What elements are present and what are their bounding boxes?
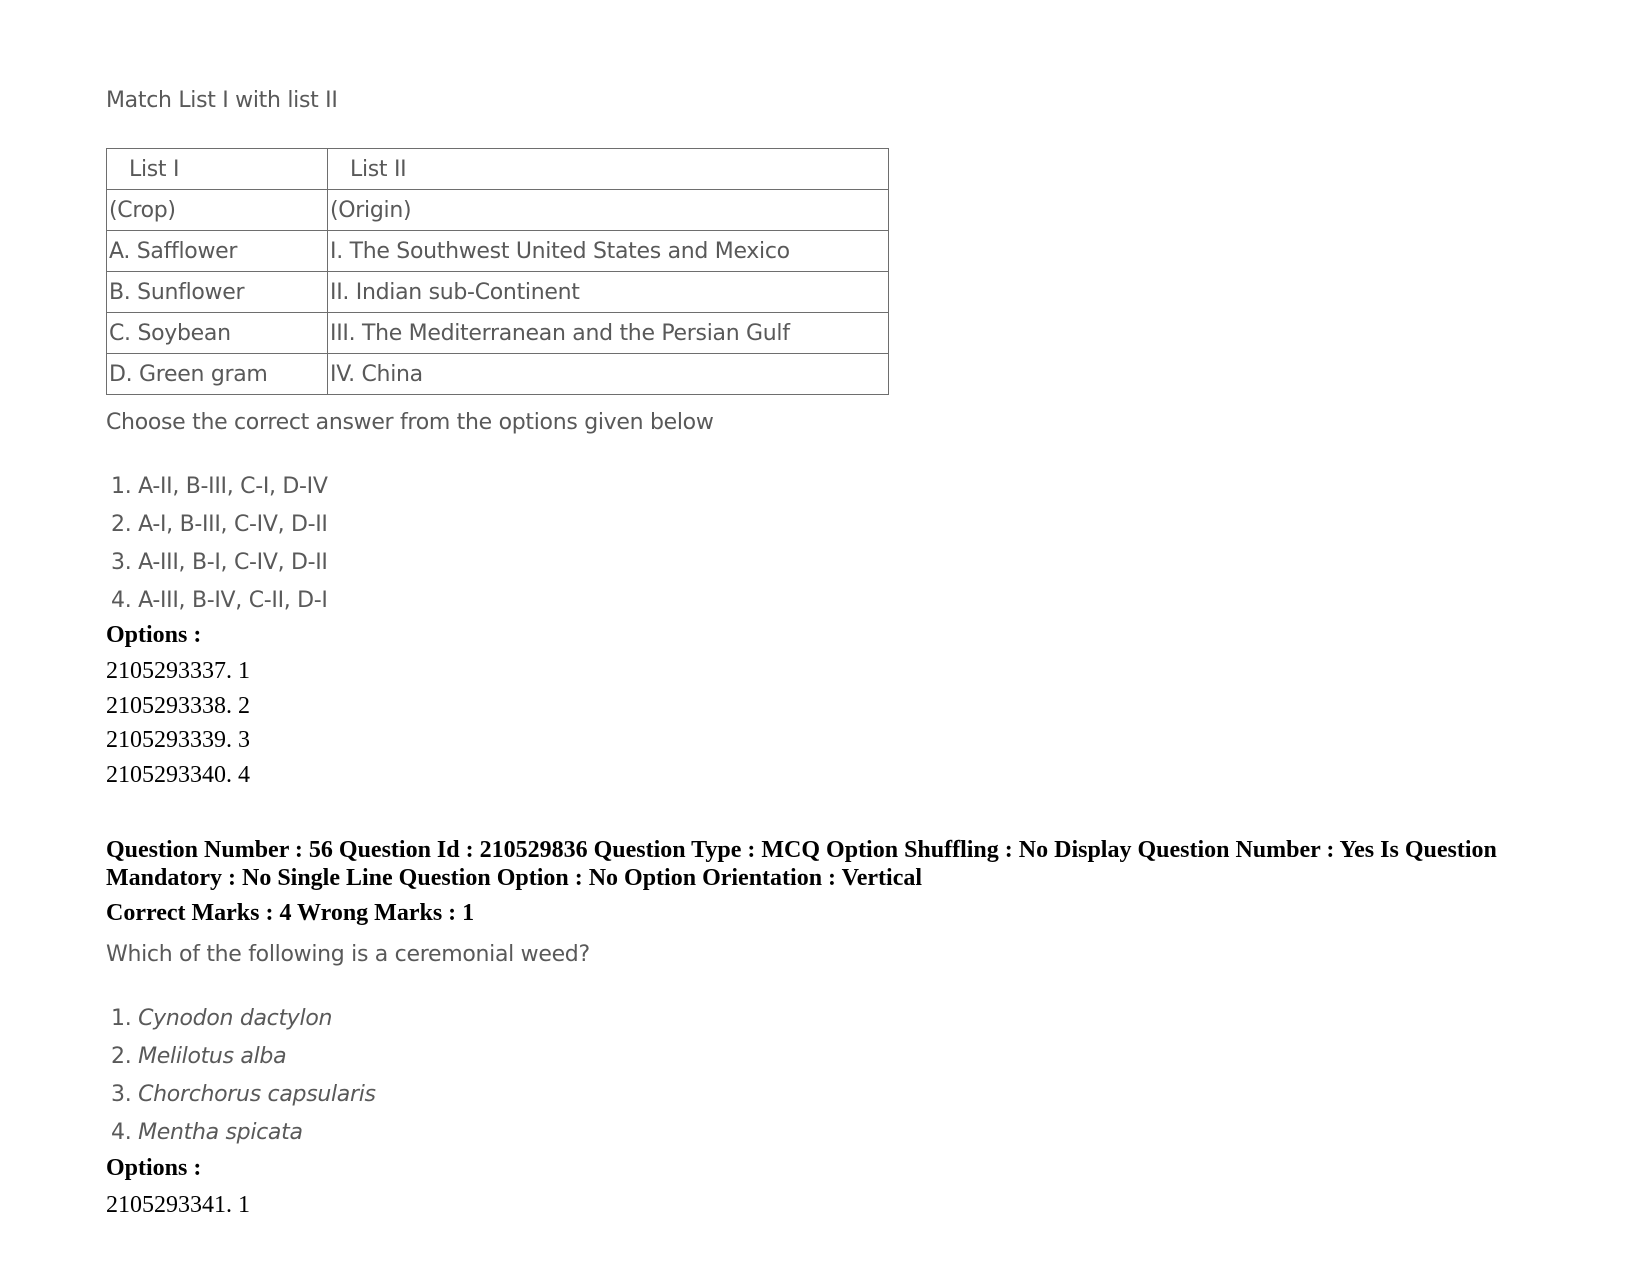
table-cell: A. Safflower: [107, 231, 328, 272]
table-cell: D. Green gram: [107, 354, 328, 395]
table-cell: C. Soybean: [107, 313, 328, 354]
answer-choice: 4. A-III, B-IV, C-II, D-I: [111, 588, 328, 613]
choice-number: 2.: [111, 1044, 139, 1069]
choice-number: 4.: [111, 1120, 139, 1145]
answer-choice: [111, 1038, 376, 1076]
answer-choice: 1. A-II, B-III, C-I, D-IV: [111, 474, 328, 499]
option-code: 2105293341. 1: [106, 1192, 250, 1218]
table-cell: IV. China: [328, 354, 889, 395]
table-cell: III. The Mediterranean and the Persian Gulf: [328, 313, 889, 354]
option-code: 2105293338. 2: [106, 692, 250, 719]
options-label: Options :: [106, 1155, 202, 1181]
table-cell: List II: [328, 149, 889, 190]
option-codes: [106, 1188, 250, 1223]
marks-line: Correct Marks : 4 Wrong Marks : 1: [106, 900, 475, 926]
choice-text: Melilotus alba: [138, 1044, 287, 1069]
table-row: [107, 231, 889, 272]
table-row: [107, 354, 889, 395]
answer-choice: [111, 1114, 376, 1152]
answer-choice: 2. A-I, B-III, C-IV, D-II: [111, 512, 328, 537]
answer-choice: [111, 1000, 376, 1038]
choice-number: 1.: [111, 1006, 139, 1031]
table-row: [107, 190, 889, 231]
choice-number: 3.: [111, 1082, 139, 1107]
table-row: [107, 313, 889, 354]
answer-choice-list: [111, 1000, 376, 1152]
choose-instruction: Choose the correct answer from the options given below: [106, 410, 714, 435]
options-label: Options :: [106, 622, 202, 648]
answer-choice-list: [111, 468, 328, 620]
question-text: Which of the following is a ceremonial weed?: [106, 942, 590, 967]
table-row: [107, 149, 889, 190]
option-codes: [106, 654, 250, 792]
answer-choice: 3. A-III, B-I, C-IV, D-II: [111, 550, 328, 575]
table-cell: (Crop): [107, 190, 328, 231]
match-table: [106, 148, 889, 395]
question-meta: Question Number : 56 Question Id : 210529836 Question Type : MCQ Option Shuffling : No Display Question Number : Yes Is Question Mandatory : No Single Line Question Option : No Option Orientation : Vertical: [106, 837, 1497, 891]
choice-text: Mentha spicata: [138, 1120, 303, 1145]
option-code: 2105293339. 3: [106, 727, 250, 753]
table-cell: I. The Southwest United States and Mexico: [328, 231, 889, 272]
question-intro: Match List I with list II: [106, 88, 338, 113]
answer-choice: [111, 1076, 376, 1114]
choice-text: Cynodon dactylon: [138, 1006, 333, 1031]
option-code: 2105293337. 1: [106, 658, 250, 684]
option-code: 2105293340. 4: [106, 761, 250, 788]
table-cell: II. Indian sub-Continent: [328, 272, 889, 313]
table-cell: B. Sunflower: [107, 272, 328, 313]
choice-text: Chorchorus capsularis: [138, 1082, 376, 1107]
table-cell: (Origin): [328, 190, 889, 231]
table-cell: List I: [107, 149, 328, 190]
table-row: [107, 272, 889, 313]
